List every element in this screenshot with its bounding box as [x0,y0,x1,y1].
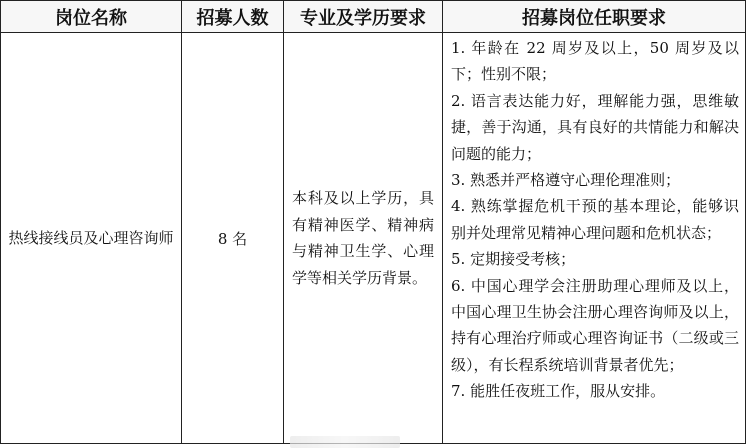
table-header-row [1,1,746,33]
header-recruit-count: 招募人数 [182,1,284,33]
watermark-decoration [290,436,400,448]
requirement-item: 6. 中国心理学会注册助理心理师及以上，中国心理卫生协会注册心理咨询师及以上，持有心理治疗师或心理咨询证书（二级或三级），有长程系统培训背景者优先； [451,276,739,374]
major-education-text: 本科及以上学历，具有精神医学、精神病与精神卫生学、心理学等相关学历背景。 [292,189,434,287]
header-job-requirements: 招募岗位任职要求 [443,1,746,33]
requirement-item: 4. 熟练掌握危机干预的基本理论，能够识别并处理常见精神心理问题和危机状态； [451,197,739,242]
requirement-item: 2. 语言表达能力好，理解能力强，思维敏捷，善于沟通，具有良好的共情能力和解决问题的能力； [451,91,739,163]
recruit-count-text: 8 名 [217,229,248,248]
requirement-item: 3. 熟悉并严格遵守心理伦理准则； [451,171,681,190]
header-major-education: 专业及学历要求 [284,1,443,33]
cell-position-name [1,33,182,444]
requirement-item: 1. 年龄在 22 周岁及以上，50 周岁及以下；性别不限； [451,39,739,84]
requirement-item: 5. 定期接受考核； [451,250,576,269]
cell-major-education [284,33,443,444]
cell-job-requirements [443,33,746,444]
requirement-item: 7. 能胜任夜班工作，服从安排。 [451,382,666,401]
table-row [1,33,746,444]
header-position-name: 岗位名称 [1,1,182,33]
position-name-text: 热线接线员及心理咨询师 [8,229,174,247]
cell-recruit-count [182,33,284,444]
